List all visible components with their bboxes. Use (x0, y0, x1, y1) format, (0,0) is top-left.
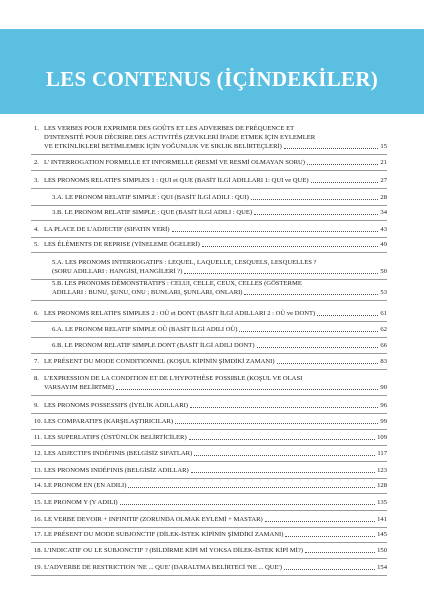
toc-entry-title: LES ÉLÉMENTS DE REPRISE (YİNELEME ÖGELERİ) (44, 241, 200, 248)
toc-entry-title: 5.A. LES PRONOMS INTERROGATIFS : LEQUEL, LAQUELLE, LESQUELS, LESQUELLES ? (52, 259, 317, 266)
toc-page-number: 53 (380, 289, 387, 296)
toc-page-number: 49 (380, 241, 387, 248)
dot-leader (184, 273, 378, 274)
toc-entry-number: 4. (34, 226, 39, 233)
toc-entry[interactable] (52, 341, 387, 350)
toc-page-number: 150 (377, 547, 387, 554)
toc-page-number: 123 (377, 467, 387, 474)
toc-entry-title: LES VERBES POUR EXPRIMER DES GOÛTS ET LES ADVERBES DE FRÉQUENCE ET (44, 125, 295, 132)
toc-entry-number: 12. (34, 450, 43, 457)
toc-entry[interactable] (34, 401, 387, 410)
dot-leader (254, 214, 378, 215)
toc-page-number: 141 (377, 516, 387, 523)
entry-divider (31, 300, 387, 301)
entry-divider (31, 237, 387, 238)
entry-divider (31, 252, 387, 253)
entry-divider (31, 445, 387, 446)
toc-entry[interactable] (52, 258, 387, 276)
toc-entry-number: 6. (34, 310, 39, 317)
toc-entry-number: 2. (34, 159, 39, 166)
page-title: LES CONTENUS (İÇİNDEKİLER) (45, 67, 379, 91)
toc-entry-title: LA PLACE DE L'ADJECTIF (SIFATIN YERİ) (44, 226, 170, 233)
toc-entry[interactable] (34, 433, 387, 442)
toc-page-number: 66 (380, 342, 387, 349)
toc-entry[interactable] (34, 417, 387, 426)
dot-leader (317, 315, 378, 316)
entry-divider (31, 510, 387, 511)
toc-entry-title: LES PRONOMS INDÉFINIS (BELGİSİZ ADILLAR) (44, 467, 189, 474)
toc-entry-title: 6.A. LE PRONOM RELATIF SIMPLE OÙ (BASİT İLGİ ADILI OÙ) (52, 326, 238, 333)
toc-entry-title: 6.B. LE PRONOM RELATIF SIMPLE DONT (BASİT İLGİ ADILI DONT) (52, 342, 255, 349)
toc-entry-number: 1. (34, 125, 39, 132)
toc-page-number: 34 (380, 209, 387, 216)
toc-entry[interactable] (34, 158, 387, 167)
dot-leader (284, 148, 379, 149)
entry-divider (31, 337, 387, 338)
entry-divider (31, 321, 387, 322)
entry-divider (31, 542, 387, 543)
toc-entry[interactable] (34, 466, 387, 475)
toc-page-number: 27 (380, 177, 387, 184)
toc-page-number: 61 (380, 310, 387, 317)
toc-page-number: 96 (380, 402, 387, 409)
toc-entry-title: LES PRONOMS RELATIFS SIMPLES 1 : QUI et QUE (BASİT İLGİ ADILLARI 1: QUI ve QUE) (44, 177, 309, 184)
toc-entry-title: D'INTENSITÉ POUR DÉCRIRE DES ACTIVITÉS (ZEVKLERİ İFADE ETMEK İÇİN EYLEMLER (44, 134, 316, 141)
toc-page-number: 128 (377, 482, 387, 489)
dot-leader (175, 423, 378, 424)
dot-leader (190, 407, 378, 408)
entry-divider (31, 478, 387, 479)
toc-entry-title: (SORU ADILLARI : HANGİSİ, HANGİLERİ ?) (52, 268, 183, 275)
toc-page-number: 28 (380, 194, 387, 201)
dot-leader (311, 182, 379, 183)
toc-entry[interactable] (34, 357, 387, 366)
dot-leader (277, 363, 379, 364)
toc-entry-title: L'INDICATIF OU LE SUBJONCTIF ? (BİLDİRME KİPİ Mİ YOKSA DİLEK-İSTEK KİPİ Mİ?) (44, 547, 303, 554)
toc-entry-title: LES PRONOMS RELATIFS SIMPLES 2 : OÙ et DONT (BASİT İLGİ ADILLARI 2 : OÙ ve DONT) (44, 310, 316, 317)
entry-divider (31, 493, 387, 494)
dot-leader (305, 552, 375, 553)
toc-page-number: 83 (380, 358, 387, 365)
toc-entry[interactable] (34, 225, 387, 234)
toc-entry[interactable] (34, 449, 387, 458)
toc-entry-title: LE PRÉSENT DU MODE SUBJONCTIF (DİLEK-İSTEK KİPİNİN ŞİMDİKİ ZAMANI) (44, 531, 284, 538)
toc-entry-title: L'EXPRESSION DE LA CONDITION ET DE L'HYPOTHÈSE POSSIBLE (KOŞUL VE OLASI (44, 375, 303, 382)
toc-entry-title: VE ETKİNLİKLERİ BETİMLEMEK İÇİN YOĞUNLUK VE SIKLIK BELİRTEÇLERİ) (44, 143, 282, 150)
entry-divider (31, 575, 387, 576)
entry-divider (31, 527, 387, 528)
toc-entry[interactable] (34, 240, 387, 249)
toc-page-number: 154 (377, 564, 387, 571)
toc-entry[interactable] (52, 279, 387, 297)
toc-entry[interactable] (34, 563, 387, 572)
toc-entry[interactable] (34, 515, 387, 524)
toc-entry-number: 3. (34, 177, 39, 184)
dot-leader (284, 569, 375, 570)
entry-divider (31, 429, 387, 430)
toc-entry-number: 15. (34, 499, 43, 506)
entry-divider (31, 170, 387, 171)
toc-page-number: 117 (377, 450, 387, 457)
toc-entry[interactable] (34, 309, 387, 318)
toc-entry-number: 9. (34, 402, 39, 409)
toc-entry[interactable] (52, 208, 387, 217)
toc-entry-title: LES PRONOMS POSSESSIFS (İYELİK ADILLARI) (44, 402, 188, 409)
entry-divider (31, 413, 387, 414)
toc-entry-title: 5.B. LES PRONOMS DÉMONSTRATIFS : CELUI, CELLE, CEUX, CELLES (GÖSTERME (52, 280, 302, 287)
entry-divider (31, 188, 387, 189)
toc-entry-title: LES COMPARATIFS (KARŞILAŞTIRICILAR) (44, 418, 174, 425)
toc-entry-title: LE PRONOM Y (Y ADILI) (44, 499, 118, 506)
entry-divider (31, 395, 387, 396)
toc-entry-title: VARSAYIM BELİRTME) (44, 384, 115, 391)
dot-leader (120, 504, 375, 505)
toc-page-number: 43 (380, 226, 387, 233)
toc-entry-number: 10. (34, 418, 43, 425)
dot-leader (251, 199, 379, 200)
toc-entry-number: 18. (34, 547, 43, 554)
toc-entry[interactable] (34, 374, 387, 392)
toc-entry[interactable] (34, 124, 387, 151)
toc-entry-title: ADILLARI : BUNU, ŞUNU, ONU ; BUNLARI, ŞUNLARI, ONLARI) (52, 289, 243, 296)
dot-leader (172, 231, 379, 232)
toc-entry-title: LES ADJECTIFS INDÉFINIS (BELGİSİZ SIFATLAR) (44, 450, 193, 457)
toc-page-number: 99 (380, 418, 387, 425)
toc-page-number: 62 (380, 326, 387, 333)
toc-page-number: 145 (377, 531, 387, 538)
entry-divider (31, 220, 387, 221)
dot-leader (191, 472, 375, 473)
toc-entry[interactable] (34, 498, 387, 507)
toc-entry-title: 3.A. LE PRONOM RELATIF SIMPLE : QUI (BASİT İLGİ ADILI : QUI) (52, 194, 249, 201)
entry-divider (31, 461, 387, 462)
dot-leader (194, 455, 375, 456)
toc-entry-number: 5. (34, 241, 39, 248)
toc-entry-title: LES SUPERLATIFS (ÜSTÜNLÜK BELİRTİCİLER) (44, 434, 187, 441)
dot-leader (239, 331, 378, 332)
dot-leader (128, 487, 375, 488)
dot-leader (257, 347, 379, 348)
toc-entry-number: 8. (34, 375, 39, 382)
entry-divider (31, 353, 387, 354)
dot-leader (116, 389, 378, 390)
entry-divider (31, 369, 387, 370)
toc-page-number: 15 (380, 143, 387, 150)
toc-entry-number: 17. (34, 531, 43, 538)
toc-entry-title: LE PRONOM EN (EN ADILI) (44, 482, 127, 489)
dot-leader (307, 164, 378, 165)
dot-leader (189, 439, 375, 440)
toc-entry-number: 7. (34, 358, 39, 365)
toc-entry[interactable] (52, 325, 387, 334)
toc-entry-title: LE VERBE DEVOIR + INFINITIF (ZORUNDA OLMAK EYLEMİ + MASTAR) (44, 516, 263, 523)
toc-page-number: 21 (380, 159, 387, 166)
toc-entry-number: 13. (34, 467, 43, 474)
toc-entry-number: 14. (34, 482, 43, 489)
toc-entry[interactable] (34, 176, 387, 185)
toc-entry-number: 19. (34, 564, 43, 571)
toc-entry[interactable] (34, 530, 387, 539)
toc-page-number: 90 (380, 384, 387, 391)
toc-entry-title: L'ADVERBE DE RESTRICTION 'NE ... QUE' (DARALTMA BELİRTECİ 'NE ... QUE') (44, 564, 282, 571)
dot-leader (244, 294, 378, 295)
dot-leader (285, 536, 375, 537)
toc-entry[interactable] (52, 193, 387, 202)
toc-entry-number: 11. (34, 434, 42, 441)
toc-entry-title: L' INTERROGATION FORMELLE ET INFORMELLE (RESMİ VE RESMİ OLMAYAN SORU) (44, 159, 305, 166)
toc-entry-title: 3.B. LE PRONOM RELATIF SIMPLE : QUE (BASİT İLGİ ADILI : QUE) (52, 209, 253, 216)
dot-leader (265, 521, 375, 522)
toc-entry-number: 16. (34, 516, 43, 523)
entry-divider (31, 558, 387, 559)
entry-divider (31, 154, 387, 155)
toc-page-number: 50 (380, 268, 387, 275)
toc-page-number: 135 (377, 499, 387, 506)
toc-page-number: 109 (377, 434, 387, 441)
toc-entry[interactable] (34, 546, 387, 555)
entry-divider (31, 205, 387, 206)
toc-entry[interactable] (34, 481, 387, 490)
dot-leader (202, 246, 379, 247)
toc-entry-title: LE PRÉSENT DU MODE CONDITIONNEL (KOŞUL KİPİNİN ŞİMDİKİ ZAMANI) (44, 358, 275, 365)
